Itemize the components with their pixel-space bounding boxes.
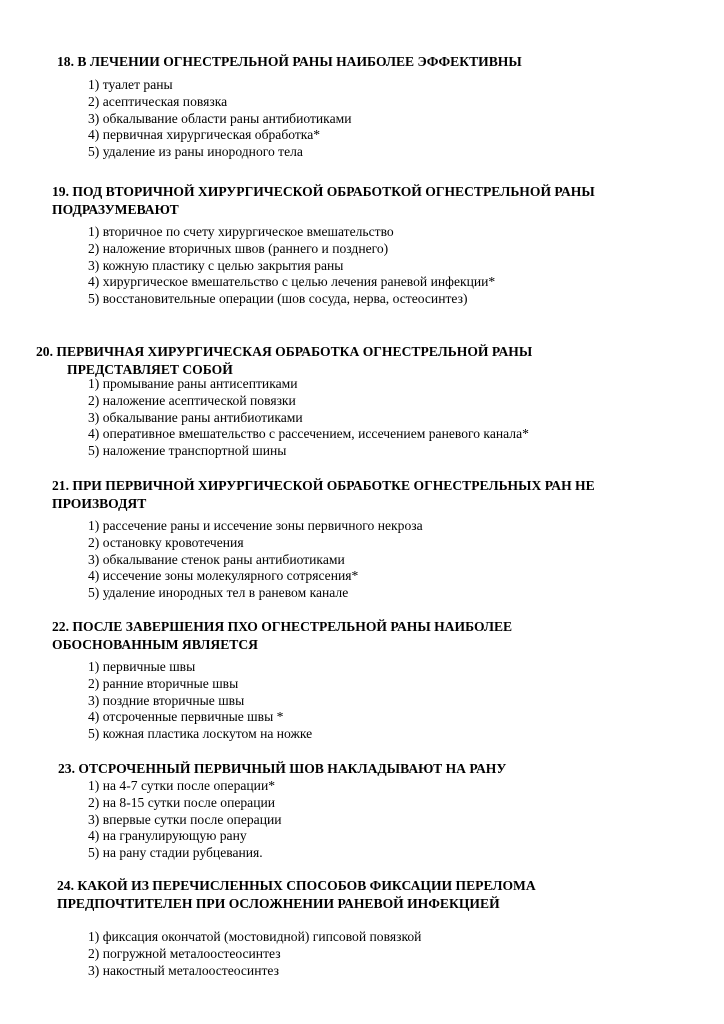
answer-option: 3) впервые сутки после операции xyxy=(88,811,282,827)
answer-option: 5) восстановительные операции (шов сосуда, нерва, остеосинтез) xyxy=(88,291,468,307)
answer-option: 4) хирургическое вмешательство с целью лечения раневой инфекции* xyxy=(88,274,496,290)
answer-option: 2) асептическая повязка xyxy=(88,93,228,109)
question-title-line: 19. ПОД ВТОРИЧНОЙ ХИРУРГИЧЕСКОЙ ОБРАБОТКОЙ ОГНЕСТРЕЛЬНОЙ РАНЫ xyxy=(52,184,595,199)
question-title-line: 20. ПЕРВИЧНАЯ ХИРУРГИЧЕСКАЯ ОБРАБОТКА ОГНЕСТРЕЛЬНОЙ РАНЫ xyxy=(36,344,533,359)
answer-list xyxy=(88,376,529,460)
answer-list xyxy=(88,929,421,979)
answer-option: 1) туалет раны xyxy=(88,77,173,92)
question-title xyxy=(52,477,595,513)
answer-option: 2) наложение вторичных швов (раннего и позднего) xyxy=(88,240,389,256)
question-title-line: ПРЕДСТАВЛЯЕТ СОБОЙ xyxy=(67,362,233,377)
answer-option: 5) удаление из раны инородного тела xyxy=(88,144,303,160)
question-title-line: 21. ПРИ ПЕРВИЧНОЙ ХИРУРГИЧЕСКОЙ ОБРАБОТКЕ ОГНЕСТРЕЛЬНЫХ РАН НЕ xyxy=(52,478,595,493)
question-title-line: 22. ПОСЛЕ ЗАВЕРШЕНИЯ ПХО ОГНЕСТРЕЛЬНОЙ РАНЫ НАИБОЛЕЕ xyxy=(52,619,513,634)
answer-option: 3) обкалывание раны антибиотиками xyxy=(88,409,303,425)
answer-option: 1) рассечение раны и иссечение зоны первичного некроза xyxy=(88,518,423,533)
answer-list xyxy=(88,659,312,743)
answer-option: 2) на 8-15 сутки после операции xyxy=(88,794,276,810)
answer-option: 3) кожную пластику с целью закрытия раны xyxy=(88,257,344,273)
question-title-line: 18. В ЛЕЧЕНИИ ОГНЕСТРЕЛЬНОЙ РАНЫ НАИБОЛЕЕ ЭФФЕКТИВНЫ xyxy=(57,54,522,69)
answer-option: 2) остановку кровотечения xyxy=(88,534,244,550)
question-title-line: ПРОИЗВОДЯТ xyxy=(52,496,147,511)
answer-option: 4) на гранулирующую рану xyxy=(88,828,247,844)
answer-option: 3) поздние вторичные швы xyxy=(88,692,245,708)
question-title-line: ПОДРАЗУМЕВАЮТ xyxy=(52,202,179,217)
answer-option: 5) на рану стадии рубцевания. xyxy=(88,845,263,861)
answer-option: 3) накостный металоостеосинтез xyxy=(88,962,279,978)
answer-option: 1) промывание раны антисептиками xyxy=(88,376,298,391)
question-title xyxy=(52,618,512,654)
answer-option: 1) фиксация окончатой (мостовидной) гипсовой повязкой xyxy=(88,929,422,944)
question-title-line: ОБОСНОВАННЫМ ЯВЛЯЕТСЯ xyxy=(52,637,259,652)
answer-option: 1) вторичное по счету хирургическое вмешательство xyxy=(88,224,394,239)
answer-option: 2) наложение асептической повязки xyxy=(88,392,296,408)
answer-option: 4) оперативное вмешательство с рассечением, иссечением раневого канала* xyxy=(88,426,529,442)
answer-list xyxy=(88,518,423,602)
answer-list xyxy=(88,77,352,161)
answer-option: 3) обкалывание стенок раны антибиотиками xyxy=(88,551,345,567)
question-title xyxy=(58,760,506,778)
answer-list xyxy=(88,778,282,862)
answer-option: 1) первичные швы xyxy=(88,659,196,674)
answer-option: 4) первичная хирургическая обработка* xyxy=(88,127,321,143)
answer-option: 5) наложение транспортной шины xyxy=(88,443,287,459)
question-title xyxy=(57,877,536,913)
question-title xyxy=(52,183,595,219)
answer-option: 4) иссечение зоны молекулярного сотрясения* xyxy=(88,568,359,584)
answer-list xyxy=(88,224,495,308)
question-title-line: ПРЕДПОЧТИТЕЛЕН ПРИ ОСЛОЖНЕНИИ РАНЕВОЙ ИНФЕКЦИЕЙ xyxy=(57,896,500,911)
question-title xyxy=(36,343,532,379)
answer-option: 3) обкалывание области раны антибиотиками xyxy=(88,110,352,126)
answer-option: 5) кожная пластика лоскутом на ножке xyxy=(88,726,313,742)
answer-option: 1) на 4-7 сутки после операции* xyxy=(88,778,276,793)
answer-option: 2) ранние вторичные швы xyxy=(88,675,239,691)
question-title-line: 23. ОТСРОЧЕННЫЙ ПЕРВИЧНЫЙ ШОВ НАКЛАДЫВАЮТ НА РАНУ xyxy=(58,761,507,776)
question-title xyxy=(57,53,522,71)
question-title-line: 24. КАКОЙ ИЗ ПЕРЕЧИСЛЕННЫХ СПОСОБОВ ФИКСАЦИИ ПЕРЕЛОМА xyxy=(57,878,536,893)
answer-option: 4) отсроченные первичные швы * xyxy=(88,709,284,725)
answer-option: 5) удаление инородных тел в раневом канале xyxy=(88,585,349,601)
answer-option: 2) погружной металоостеосинтез xyxy=(88,945,281,961)
